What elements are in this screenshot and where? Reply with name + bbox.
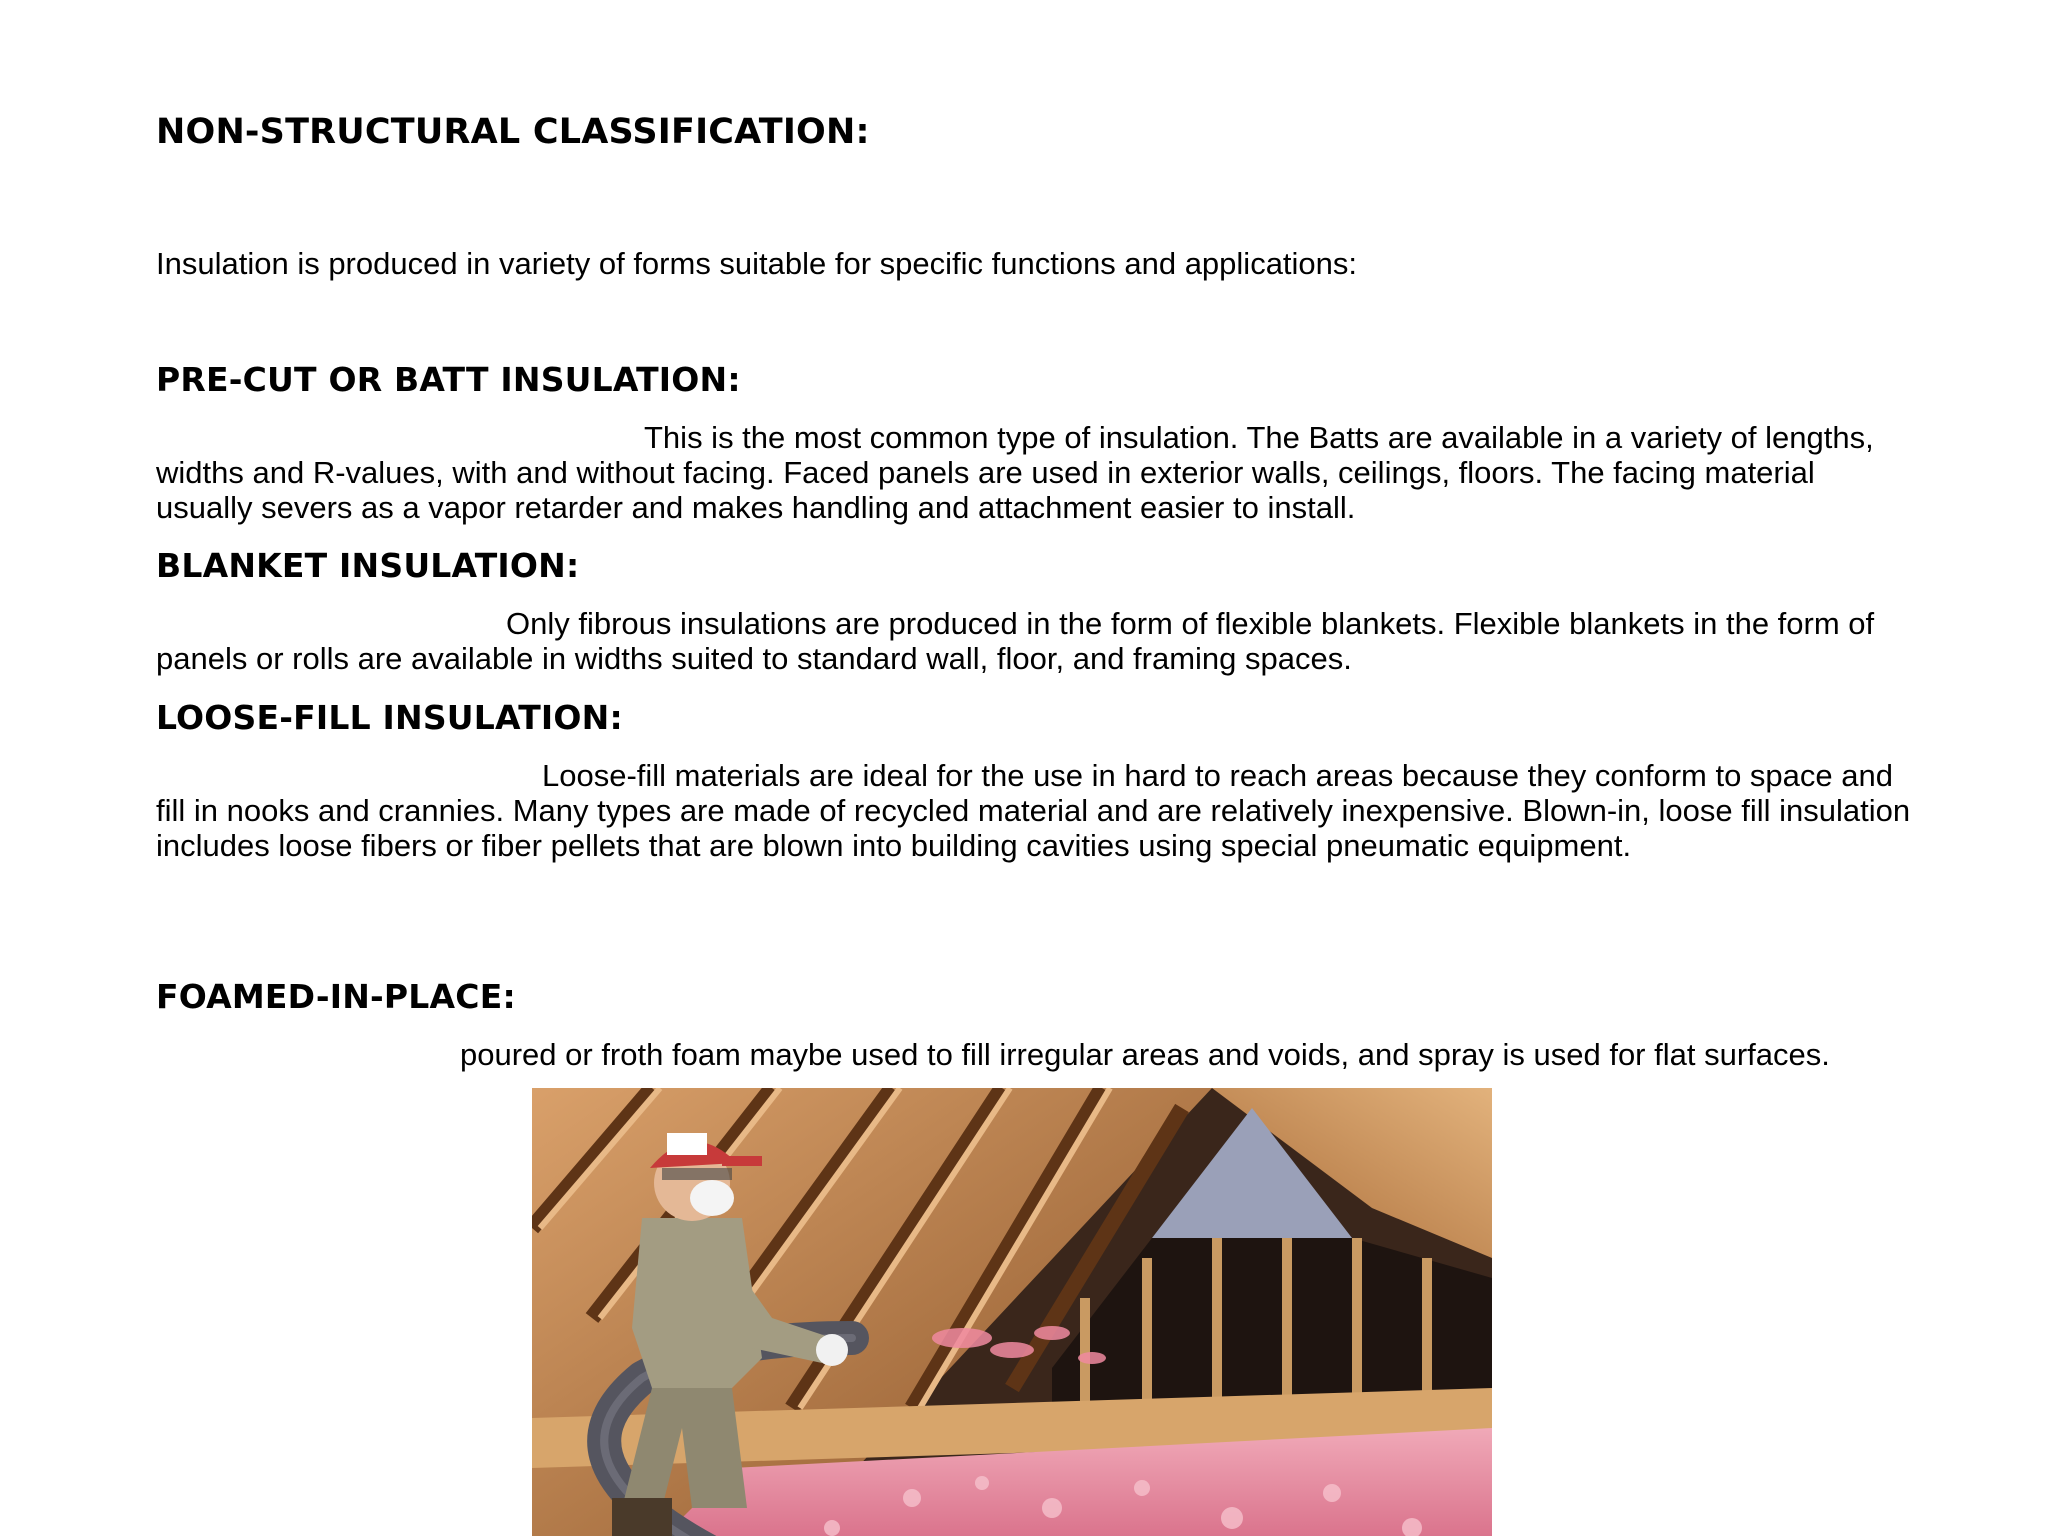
- intro-paragraph: Insulation is produced in variety of forms suitable for specific functions and applications:: [156, 246, 1358, 281]
- section-body-text: Only fibrous insulations are produced in the form of flexible blankets. Flexible blankets in the form of panels or rolls are available in widths suited to standard wall, floor, and framing spaces.: [156, 606, 1875, 676]
- section-body-loose-fill: [156, 758, 1916, 863]
- section-body-text: This is the most common type of insulation. The Batts are available in a variety of lengths, widths and R-values, with and without facing. Faced panels are used in exterior walls, ceilings, floors. The facing material usually severs as a vapor retarder and makes handling and attachment easier to install.: [156, 420, 1874, 525]
- main-heading: NON-STRUCTURAL CLASSIFICATION:: [156, 112, 870, 152]
- section-body-text: Loose-fill materials are ideal for the use in hard to reach areas because they conform to space and fill in nooks and crannies. Many types are made of recycled material and are relatively inexpensive. Blown-in, loose fill insulation includes loose fibers or fiber pellets that are blown into building cavities using special pneumatic equipment.: [156, 758, 1911, 863]
- section-heading-foamed: FOAMED-IN-PLACE:: [156, 977, 516, 1016]
- section-body-text: poured or froth foam maybe used to fill irregular areas and voids, and spray is used for flat surfaces.: [460, 1037, 1830, 1072]
- attic-insulation-photo: [532, 1088, 1492, 1536]
- section-body-blanket: [156, 606, 1916, 676]
- section-body-batt: [156, 420, 1916, 525]
- section-heading-batt: PRE-CUT OR BATT INSULATION:: [156, 360, 741, 399]
- attic-illustration: [532, 1088, 1492, 1536]
- section-heading-blanket: BLANKET INSULATION:: [156, 546, 580, 585]
- section-heading-loose-fill: LOOSE-FILL INSULATION:: [156, 698, 623, 737]
- section-body-foamed: [156, 1037, 1916, 1072]
